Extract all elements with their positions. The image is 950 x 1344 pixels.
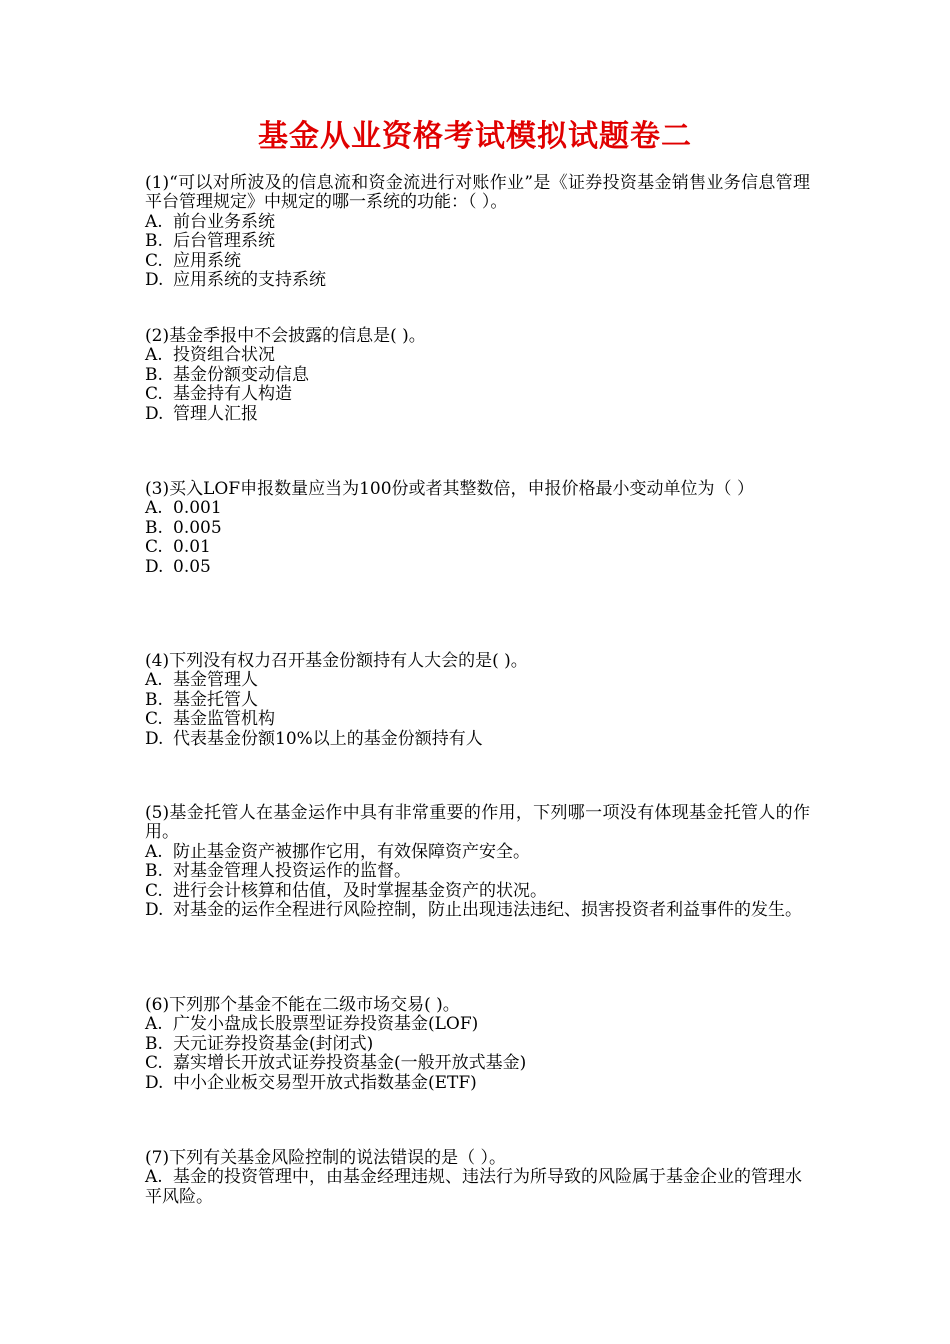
- option-letter: C.: [145, 709, 163, 730]
- option-text: 应用系统: [173, 250, 241, 271]
- option-text: 对基金管理人投资运作的监督。: [173, 861, 411, 882]
- option-d: [145, 271, 810, 290]
- option-list: [145, 213, 810, 291]
- option-letter: C.: [145, 880, 163, 901]
- option-text: 应用系统的支持系统: [173, 270, 326, 291]
- option-text: 前台业务系统: [173, 211, 275, 232]
- option-letter: D.: [145, 1072, 164, 1093]
- question-stem: (6)下列那个基金不能在二级市场交易( )。: [145, 995, 460, 1015]
- option-letter: A.: [145, 498, 163, 519]
- question-stem: (5)基金托管人在基金运作中具有非常重要的作用，下列哪一项没有体现基金托管人的作用。: [145, 803, 810, 843]
- option-text: 0.05: [173, 556, 211, 577]
- question-1: [145, 174, 810, 290]
- option-letter: A.: [145, 211, 163, 232]
- option-text: 广发小盘成长股票型证券投资基金(LOF): [173, 1014, 479, 1035]
- option-letter: D.: [145, 270, 164, 291]
- option-d: [145, 558, 810, 577]
- option-letter: A.: [145, 1014, 163, 1035]
- option-text: 天元证券投资基金(封闭式): [173, 1033, 374, 1054]
- option-letter: D.: [145, 900, 164, 921]
- option-b: [145, 232, 810, 251]
- option-c: [145, 385, 810, 404]
- document-title: 基金从业资格考试模拟试题卷二: [258, 119, 692, 154]
- option-letter: C.: [145, 250, 163, 271]
- option-d: [145, 405, 810, 424]
- question-stem: (2)基金季报中不会披露的信息是( )。: [145, 326, 426, 346]
- option-text: 基金的投资管理中，由基金经理违规、违法行为所导致的风险属于基金企业的管理水平风险。: [145, 1167, 802, 1207]
- option-letter: B.: [145, 861, 163, 882]
- option-text: 0.01: [173, 537, 211, 558]
- option-letter: D.: [145, 728, 164, 749]
- option-text: 基金持有人构造: [173, 384, 292, 405]
- option-text: 代表基金份额10%以上的基金份额持有人: [173, 728, 483, 749]
- option-letter: C.: [145, 1053, 163, 1074]
- option-a: [145, 671, 810, 690]
- option-list: [145, 671, 810, 749]
- option-b: [145, 691, 810, 710]
- option-text: 基金托管人: [173, 689, 258, 710]
- option-b: [145, 862, 810, 881]
- option-a: [145, 346, 810, 365]
- option-list: [145, 346, 810, 424]
- option-letter: B.: [145, 1033, 163, 1054]
- option-letter: B.: [145, 517, 163, 538]
- option-text: 对基金的运作全程进行风险控制，防止出现违法违纪、损害投资者利益事件的发生。: [173, 900, 802, 921]
- option-a: [145, 1168, 810, 1207]
- option-a: [145, 213, 810, 232]
- option-text: 基金份额变动信息: [173, 364, 309, 385]
- option-text: 进行会计核算和估值，及时掌握基金资产的状况。: [173, 880, 547, 901]
- option-text: 后台管理系统: [173, 231, 275, 252]
- option-b: [145, 1035, 810, 1054]
- option-letter: D.: [145, 556, 164, 577]
- option-text: 投资组合状况: [173, 345, 275, 366]
- option-letter: B.: [145, 231, 163, 252]
- question-4: [145, 652, 810, 749]
- option-letter: C.: [145, 537, 163, 558]
- question-2: [145, 327, 810, 424]
- option-letter: A.: [145, 841, 163, 862]
- question-stem: (1)“可以对所波及的信息流和资金流进行对账作业”是《证券投资基金销售业务信息管理平台管理规定》中规定的哪一系统的功能：（ ）。: [145, 173, 810, 213]
- option-b: [145, 366, 810, 385]
- option-c: [145, 252, 810, 271]
- option-text: 基金监管机构: [173, 709, 275, 730]
- option-text: 中小企业板交易型开放式指数基金(ETF): [173, 1072, 477, 1093]
- question-stem: (7)下列有关基金风险控制的说法错误的是（ ）。: [145, 1148, 506, 1168]
- option-letter: D.: [145, 403, 164, 424]
- question-stem: (4)下列没有权力召开基金份额持有人大会的是( )。: [145, 651, 528, 671]
- question-5: [145, 804, 810, 920]
- option-c: [145, 882, 810, 901]
- option-letter: A.: [145, 670, 163, 691]
- option-text: 0.005: [173, 517, 222, 538]
- option-letter: C.: [145, 384, 163, 405]
- option-letter: B.: [145, 364, 163, 385]
- option-list: [145, 843, 810, 921]
- option-d: [145, 901, 810, 920]
- option-list: [145, 499, 810, 577]
- option-d: [145, 730, 810, 749]
- option-text: 管理人汇报: [173, 403, 258, 424]
- option-text: 0.001: [173, 498, 222, 519]
- option-letter: B.: [145, 689, 163, 710]
- option-list: [145, 1015, 810, 1093]
- option-text: 防止基金资产被挪作它用，有效保障资产安全。: [173, 841, 530, 862]
- question-6: [145, 996, 810, 1093]
- option-b: [145, 519, 810, 538]
- question-stem: (3)买入LOF申报数量应当为100份或者其整数倍，申报价格最小变动单位为（ ）: [145, 479, 754, 499]
- option-a: [145, 843, 810, 862]
- option-c: [145, 710, 810, 729]
- option-letter: A.: [145, 1167, 163, 1188]
- option-a: [145, 499, 810, 518]
- option-c: [145, 538, 810, 557]
- option-text: 嘉实增长开放式证券投资基金(一般开放式基金): [173, 1053, 527, 1074]
- option-d: [145, 1074, 810, 1093]
- option-c: [145, 1054, 810, 1073]
- option-letter: A.: [145, 345, 163, 366]
- option-a: [145, 1015, 810, 1034]
- option-text: 基金管理人: [173, 670, 258, 691]
- question-7: [145, 1149, 810, 1207]
- option-list: [145, 1168, 810, 1207]
- question-3: [145, 480, 810, 577]
